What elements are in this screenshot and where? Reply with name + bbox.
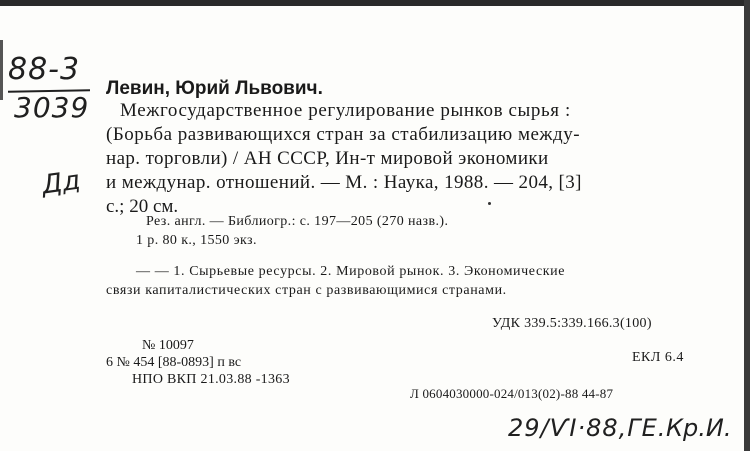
handwritten-initials: Кр.И.	[666, 414, 732, 442]
title-line: нар. торговли) / АН СССР, Ин-т мировой экономики	[106, 148, 549, 169]
ink-dot	[488, 202, 491, 205]
handwritten-date: 29/ѴІ·88,ГЕ.	[508, 414, 667, 442]
card-right-edge	[744, 0, 750, 451]
card-top-edge	[0, 0, 750, 6]
accession-number: № 10097	[142, 338, 194, 353]
l-code: Л 0604030000-024/013(02)-88 44-87	[410, 386, 614, 401]
title-line: и междунар. отношений. — М. : Наука, 1988. — 204, [3]	[106, 172, 582, 193]
npo-stamp: НПО ВКП 21.03.88 -1363	[132, 372, 290, 387]
ekl-code: ЕКЛ 6.4	[632, 350, 684, 365]
margin-mark: Дд	[40, 165, 83, 201]
call-number-bottom: 3039	[14, 91, 90, 124]
title-line: (Борьба развивающихся стран за стабилизацию между-	[106, 124, 581, 145]
subject-line: — — 1. Сырьевые ресурсы. 2. Мировой рынок. 3. Экономические	[136, 264, 566, 279]
title-line: с.; 20 см.	[106, 196, 179, 217]
card-left-mark	[0, 40, 3, 100]
udk-code: УДК 339.5:339.166.3(100)	[492, 316, 652, 331]
title-line: Межгосударственное регулирование рынков сырья :	[120, 100, 571, 121]
note-line: Рез. англ. — Библиогр.: с. 197—205 (270 назв.).	[146, 214, 449, 229]
note-line: 1 р. 80 к., 1550 экз.	[136, 233, 257, 248]
author-heading: Левин, Юрий Львович.	[106, 78, 323, 99]
subject-line: связи капиталистических стран с развивающимися странами.	[106, 283, 507, 298]
order-number: 6 № 454 [88-0893] п вс	[106, 355, 242, 370]
call-number-top: 88-3	[8, 52, 81, 87]
